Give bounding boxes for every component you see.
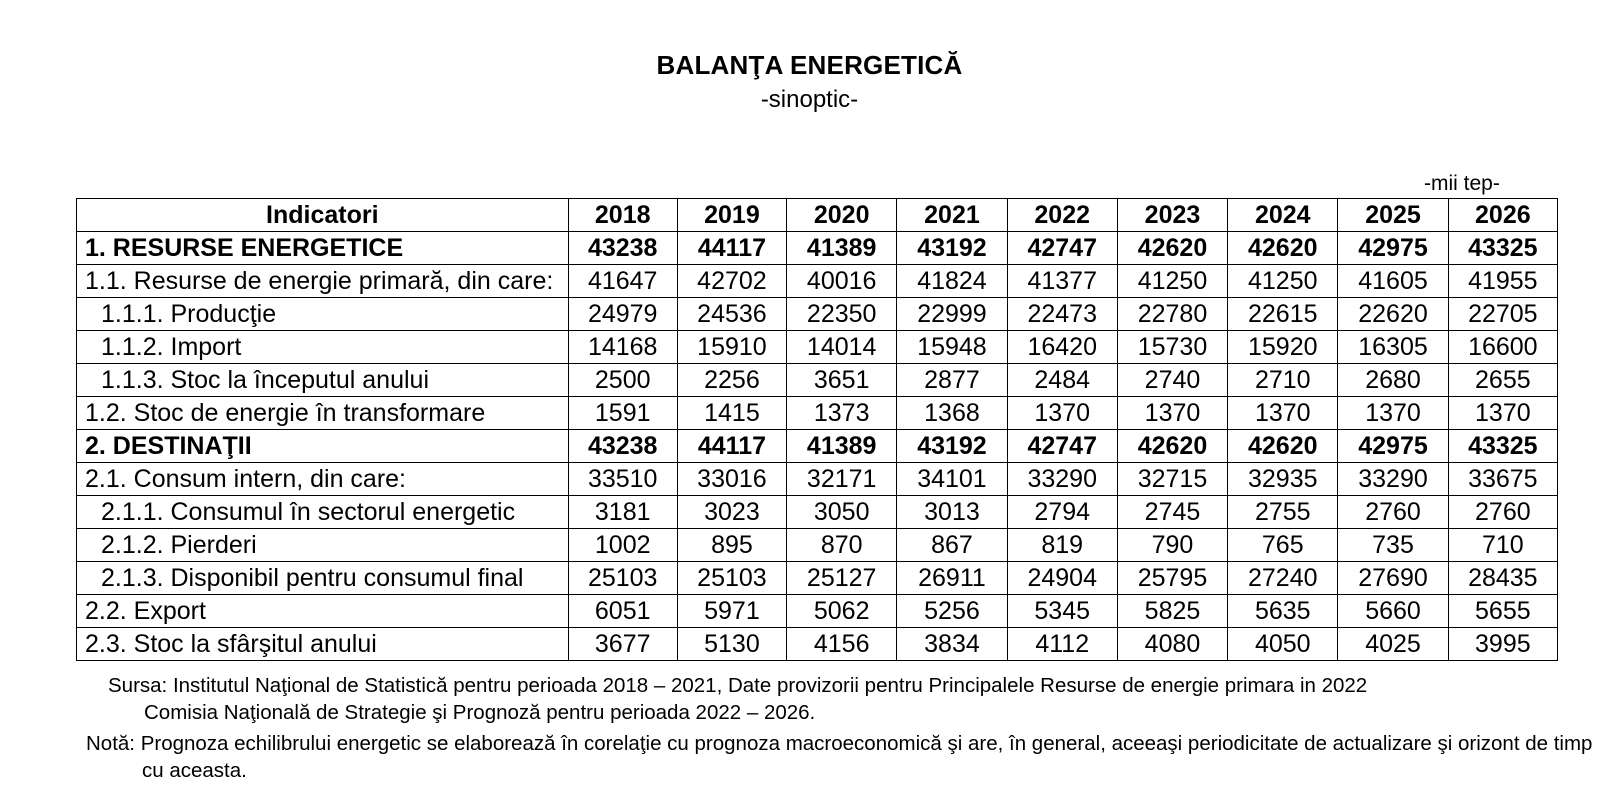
table-row — [77, 331, 1558, 364]
value-cell: 2745 — [1117, 496, 1227, 529]
value-cell: 32715 — [1117, 463, 1227, 496]
value-cell: 5635 — [1228, 595, 1338, 628]
value-cell: 2710 — [1228, 364, 1338, 397]
value-cell: 2794 — [1007, 496, 1117, 529]
table-row — [77, 595, 1558, 628]
value-cell: 710 — [1448, 529, 1557, 562]
value-cell: 5130 — [677, 628, 786, 661]
value-cell: 22780 — [1117, 298, 1227, 331]
value-cell: 16305 — [1338, 331, 1448, 364]
value-cell: 24979 — [568, 298, 677, 331]
value-cell: 42975 — [1338, 232, 1448, 265]
row-label: 1.1.2. Import — [77, 331, 569, 364]
value-cell: 42620 — [1117, 232, 1227, 265]
value-cell: 4050 — [1228, 628, 1338, 661]
value-cell: 22999 — [897, 298, 1007, 331]
value-cell: 4080 — [1117, 628, 1227, 661]
row-label: 2.1.2. Pierderi — [77, 529, 569, 562]
value-cell: 24904 — [1007, 562, 1117, 595]
row-label: 2.1.1. Consumul în sectorul energetic — [77, 496, 569, 529]
value-cell: 4025 — [1338, 628, 1448, 661]
value-cell: 41647 — [568, 265, 677, 298]
value-cell: 32171 — [787, 463, 897, 496]
column-header-year: 2023 — [1117, 199, 1227, 232]
value-cell: 2256 — [677, 364, 786, 397]
column-header-year: 2019 — [677, 199, 786, 232]
column-header-year: 2022 — [1007, 199, 1117, 232]
value-cell: 3181 — [568, 496, 677, 529]
value-cell: 5825 — [1117, 595, 1227, 628]
column-header-year: 2018 — [568, 199, 677, 232]
value-cell: 2484 — [1007, 364, 1117, 397]
value-cell: 22473 — [1007, 298, 1117, 331]
footnotes — [86, 672, 1592, 784]
row-label: 2.3. Stoc la sfârşitul anului — [77, 628, 569, 661]
column-header-indicators: Indicatori — [77, 199, 569, 232]
value-cell: 6051 — [568, 595, 677, 628]
row-label: 1. RESURSE ENERGETICE — [77, 232, 569, 265]
row-label: 2. DESTINAŢII — [77, 430, 569, 463]
value-cell: 33290 — [1007, 463, 1117, 496]
value-cell: 819 — [1007, 529, 1117, 562]
value-cell: 1002 — [568, 529, 677, 562]
table-row — [77, 430, 1558, 463]
table-row — [77, 232, 1558, 265]
value-cell: 1370 — [1338, 397, 1448, 430]
source-note: Sursa: Institutul Naţional de Statistică pentru perioada 2018 – 2021, Date provizorii pentru Principalele Resurse de energie primara in 2022 — [108, 674, 1368, 697]
value-cell: 3834 — [897, 628, 1007, 661]
value-cell: 42620 — [1117, 430, 1227, 463]
value-cell: 41389 — [787, 232, 897, 265]
row-label: 1.2. Stoc de energie în transformare — [77, 397, 569, 430]
page-title: BALANŢA ENERGETICĂ — [656, 50, 963, 80]
value-cell: 42975 — [1338, 430, 1448, 463]
value-cell: 15910 — [677, 331, 786, 364]
value-cell: 33510 — [568, 463, 677, 496]
row-label: 2.1. Consum intern, din care: — [77, 463, 569, 496]
value-cell: 28435 — [1448, 562, 1557, 595]
value-cell: 43325 — [1448, 430, 1557, 463]
value-cell: 867 — [897, 529, 1007, 562]
value-cell: 2755 — [1228, 496, 1338, 529]
value-cell: 14168 — [568, 331, 677, 364]
value-cell: 5062 — [787, 595, 897, 628]
value-cell: 1368 — [897, 397, 1007, 430]
value-cell: 2760 — [1338, 496, 1448, 529]
table-row — [77, 529, 1558, 562]
value-cell: 25103 — [568, 562, 677, 595]
row-label: 2.1.3. Disponibil pentru consumul final — [77, 562, 569, 595]
value-cell: 14014 — [787, 331, 897, 364]
value-cell: 41824 — [897, 265, 1007, 298]
row-label: 1.1. Resurse de energie primară, din care: — [77, 265, 569, 298]
value-cell: 25795 — [1117, 562, 1227, 595]
table-row — [77, 298, 1558, 331]
value-cell: 25103 — [677, 562, 786, 595]
table-row — [77, 463, 1558, 496]
value-cell: 2760 — [1448, 496, 1557, 529]
value-cell: 5256 — [897, 595, 1007, 628]
value-cell: 2877 — [897, 364, 1007, 397]
value-cell: 43192 — [897, 430, 1007, 463]
value-cell: 42620 — [1228, 430, 1338, 463]
value-cell: 26911 — [897, 562, 1007, 595]
value-cell: 41250 — [1228, 265, 1338, 298]
row-label: 1.1.1. Producţie — [77, 298, 569, 331]
value-cell: 5655 — [1448, 595, 1557, 628]
value-cell: 34101 — [897, 463, 1007, 496]
column-header-year: 2024 — [1228, 199, 1338, 232]
value-cell: 1370 — [1007, 397, 1117, 430]
value-cell: 5971 — [677, 595, 786, 628]
value-cell: 2740 — [1117, 364, 1227, 397]
value-cell: 27690 — [1338, 562, 1448, 595]
value-cell: 41605 — [1338, 265, 1448, 298]
value-cell: 33290 — [1338, 463, 1448, 496]
value-cell: 735 — [1338, 529, 1448, 562]
value-cell: 3023 — [677, 496, 786, 529]
table-row — [77, 496, 1558, 529]
value-cell: 33675 — [1448, 463, 1557, 496]
value-cell: 3677 — [568, 628, 677, 661]
column-header-year: 2021 — [897, 199, 1007, 232]
value-cell: 42620 — [1228, 232, 1338, 265]
value-cell: 41377 — [1007, 265, 1117, 298]
column-header-year: 2026 — [1448, 199, 1557, 232]
column-header-year: 2020 — [787, 199, 897, 232]
value-cell: 42702 — [677, 265, 786, 298]
value-cell: 22350 — [787, 298, 897, 331]
value-cell: 44117 — [677, 232, 786, 265]
table-row — [77, 397, 1558, 430]
value-cell: 4112 — [1007, 628, 1117, 661]
value-cell: 40016 — [787, 265, 897, 298]
value-cell: 43192 — [897, 232, 1007, 265]
value-cell: 42747 — [1007, 430, 1117, 463]
value-cell: 1373 — [787, 397, 897, 430]
value-cell: 22620 — [1338, 298, 1448, 331]
value-cell: 25127 — [787, 562, 897, 595]
forecast-note-continued: cu aceasta. — [142, 759, 247, 782]
value-cell: 43238 — [568, 430, 677, 463]
forecast-note: Notă: Prognoza echilibrului energetic se elaborează în corelaţie cu prognoza macroeconomică şi are, în general, aceeaşi periodicitate de actualizare şi orizont de timp — [86, 732, 1593, 755]
value-cell: 42747 — [1007, 232, 1117, 265]
value-cell: 43238 — [568, 232, 677, 265]
value-cell: 33016 — [677, 463, 786, 496]
value-cell: 27240 — [1228, 562, 1338, 595]
value-cell: 44117 — [677, 430, 786, 463]
value-cell: 870 — [787, 529, 897, 562]
value-cell: 15920 — [1228, 331, 1338, 364]
column-header-year: 2025 — [1338, 199, 1448, 232]
table-row — [77, 628, 1558, 661]
table-header-row — [77, 199, 1558, 232]
value-cell: 4156 — [787, 628, 897, 661]
value-cell: 41955 — [1448, 265, 1557, 298]
value-cell: 2655 — [1448, 364, 1557, 397]
value-cell: 1370 — [1228, 397, 1338, 430]
value-cell: 2500 — [568, 364, 677, 397]
value-cell: 24536 — [677, 298, 786, 331]
value-cell: 15730 — [1117, 331, 1227, 364]
value-cell: 3651 — [787, 364, 897, 397]
value-cell: 22615 — [1228, 298, 1338, 331]
row-label: 1.1.3. Stoc la începutul anului — [77, 364, 569, 397]
value-cell: 41250 — [1117, 265, 1227, 298]
table-row — [77, 562, 1558, 595]
energy-balance-table — [76, 198, 1558, 661]
value-cell: 1370 — [1448, 397, 1557, 430]
value-cell: 5345 — [1007, 595, 1117, 628]
value-cell: 32935 — [1228, 463, 1338, 496]
value-cell: 16420 — [1007, 331, 1117, 364]
unit-label: -mii tep- — [1424, 172, 1500, 195]
value-cell: 895 — [677, 529, 786, 562]
value-cell: 43325 — [1448, 232, 1557, 265]
value-cell: 3995 — [1448, 628, 1557, 661]
value-cell: 3013 — [897, 496, 1007, 529]
page-subtitle: -sinoptic- — [760, 86, 859, 113]
value-cell: 790 — [1117, 529, 1227, 562]
value-cell: 1591 — [568, 397, 677, 430]
value-cell: 1370 — [1117, 397, 1227, 430]
value-cell: 22705 — [1448, 298, 1557, 331]
source-note-continued: Comisia Naţională de Strategie şi Prognoză pentru perioada 2022 – 2026. — [144, 701, 816, 724]
value-cell: 41389 — [787, 430, 897, 463]
value-cell: 16600 — [1448, 331, 1557, 364]
value-cell: 5660 — [1338, 595, 1448, 628]
table-row — [77, 364, 1558, 397]
value-cell: 15948 — [897, 331, 1007, 364]
value-cell: 1415 — [677, 397, 786, 430]
table-row — [77, 265, 1558, 298]
value-cell: 2680 — [1338, 364, 1448, 397]
value-cell: 765 — [1228, 529, 1338, 562]
row-label: 2.2. Export — [77, 595, 569, 628]
value-cell: 3050 — [787, 496, 897, 529]
